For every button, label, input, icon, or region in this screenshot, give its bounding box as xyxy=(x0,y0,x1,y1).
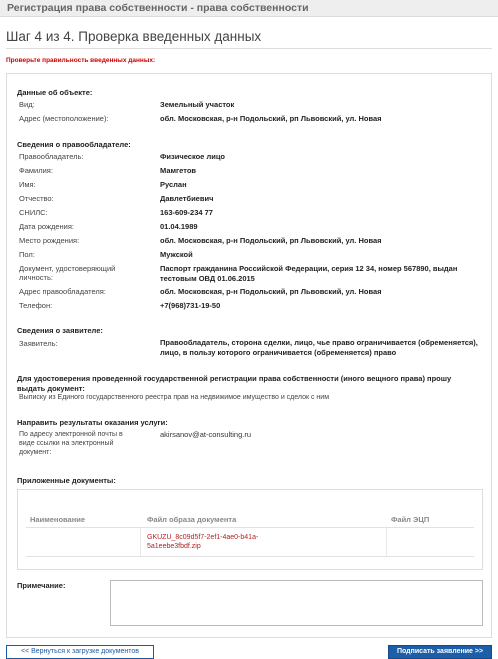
object-type-value: Земельный участок xyxy=(160,100,235,109)
holder-type-value: Физическое лицо xyxy=(160,152,226,161)
holder-sex-label: Пол: xyxy=(19,250,35,259)
step-title: Шаг 4 из 4. Проверка введенных данных xyxy=(6,29,262,44)
holder-patronymic-value: Давлетбиевич xyxy=(160,194,214,203)
sign-application-button[interactable]: Подписать заявление >> xyxy=(388,645,492,659)
holder-snils-label: СНИЛС: xyxy=(19,208,48,217)
check-warning: Проверьте правильность введенных данных: xyxy=(6,57,156,64)
col-file-header: Файл образа документа xyxy=(147,515,237,524)
back-to-documents-button[interactable]: << Вернуться к загрузке документов xyxy=(6,645,154,659)
documents-table xyxy=(17,489,483,570)
holder-surname-value: Мамгетов xyxy=(160,166,197,175)
holder-id-doc-label: Документ, удостоверяющий личность: xyxy=(19,264,116,282)
table-header-divider xyxy=(26,527,474,528)
title-divider xyxy=(6,48,492,49)
holder-birthdate-value: 01.04.1989 xyxy=(160,222,198,231)
holder-address-label: Адрес правообладателя: xyxy=(19,287,106,296)
holder-patronymic-label: Отчество: xyxy=(19,194,54,203)
note-textarea[interactable] xyxy=(110,580,483,626)
documents-heading: Приложенные документы: xyxy=(17,476,116,485)
output-doc-heading: Для удостоверения проведенной государственной регистрации права собственности (иного вещного права) прошу выдать документ: xyxy=(17,374,452,393)
table-row-divider xyxy=(26,556,474,557)
holder-phone-label: Телефон: xyxy=(19,301,53,310)
holder-heading: Сведения о правообладателе: xyxy=(17,140,131,149)
table-col-divider xyxy=(140,528,141,556)
holder-birthdate-label: Дата рождения: xyxy=(19,222,74,231)
applicant-value: Правообладатель, сторона сделки, лицо, чье право ограничивается (обременяется), лицо, в пользу которого ограничивается (обременяется) право xyxy=(160,338,478,357)
object-address-label: Адрес (местоположение): xyxy=(19,114,109,123)
window-header xyxy=(0,0,498,17)
object-type-label: Вид: xyxy=(19,100,35,109)
col-signature-header: Файл ЭЦП xyxy=(391,515,430,524)
holder-phone-value: +7(968)731-19-50 xyxy=(160,301,221,310)
applicant-heading: Сведения о заявителе: xyxy=(17,326,103,335)
object-heading: Данные об объекте: xyxy=(17,88,93,97)
holder-snils-value: 163-609-234 77 xyxy=(160,208,213,217)
holder-id-doc-value: Паспорт гражданина Российской Федерации, серия 12 34, номер 567890, выдан тестовым ОВД 01.06.2015 xyxy=(160,264,458,283)
holder-address-value: обл. Московская, р-н Подольский, рп Львовский, ул. Новая xyxy=(160,287,382,296)
output-doc-value: Выписку из Единого государственного реестра прав на недвижимое имущество и сделок с ним xyxy=(19,394,330,401)
delivery-heading: Направить результаты оказания услуги: xyxy=(17,418,168,427)
holder-type-label: Правообладатель: xyxy=(19,152,84,161)
document-file-link[interactable]: GKUZU_8c09d5f7-2ef1-4ae0-b41a-5a1eebe3fbdf.zip xyxy=(147,534,259,550)
header-title: Регистрация права собственности - права собственности xyxy=(7,2,309,14)
holder-name-label: Имя: xyxy=(19,180,36,189)
holder-name-value: Руслан xyxy=(160,180,187,189)
table-col-divider xyxy=(386,528,387,556)
delivery-email: akirsanov@at-consulting.ru xyxy=(160,430,251,439)
holder-sex-value: Мужской xyxy=(160,250,193,259)
col-name-header: Наименование xyxy=(30,515,86,524)
holder-birthplace-value: обл. Московская, р-н Подольский, рп Львовский, ул. Новая xyxy=(160,236,382,245)
holder-birthplace-label: Место рождения: xyxy=(19,236,80,245)
applicant-label: Заявитель: xyxy=(19,339,58,348)
note-label: Примечание: xyxy=(17,581,66,590)
delivery-label: По адресу электронной почты в виде ссылки на электронный документ: xyxy=(19,431,123,456)
object-address-value: обл. Московская, р-н Подольский, рп Львовский, ул. Новая xyxy=(160,114,382,123)
holder-surname-label: Фамилия: xyxy=(19,166,53,175)
